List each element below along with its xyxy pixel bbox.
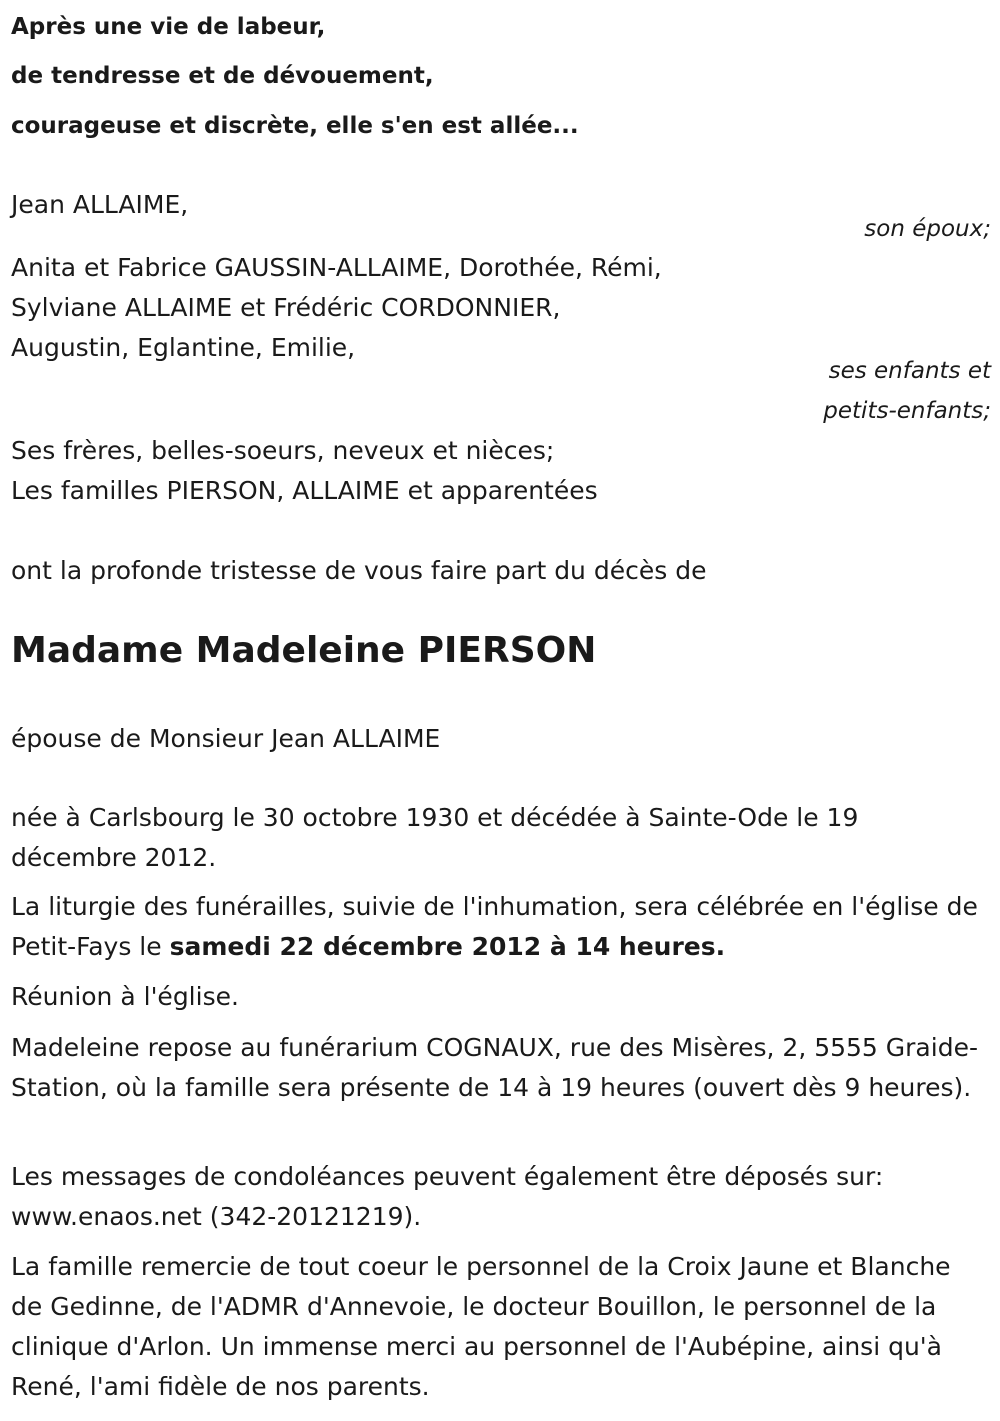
thanks-paragraph: La famille remercie de tout coeur le personnel de la Croix Jaune et Blanche de Gedinne, de l'ADMR d'Annevoie, le docteur Bouillon, le personnel de la clinique d'Arlon. Un immense merci au personnel de l'Aubépine, ainsi qu'à René, l'ami fidèle de nos parents.	[11, 1252, 951, 1401]
spouse-role: son époux;	[864, 216, 991, 242]
intro-line-3: courageuse et discrète, elle s'en est allée...	[11, 113, 579, 139]
birth-death-paragraph: née à Carlsbourg le 30 octobre 1930 et décédée à Sainte-Ode le 19 décembre 2012.	[11, 803, 859, 872]
children-role-line-2: petits-enfants;	[823, 398, 991, 424]
intro-line-2: de tendresse et de dévouement,	[11, 63, 434, 89]
intro-line-1: Après une vie de labeur,	[11, 14, 326, 40]
children-line-2: Sylviane ALLAIME et Frédéric CORDONNIER,	[11, 293, 561, 322]
children-role-line-1: ses enfants et	[828, 358, 991, 384]
siblings-line: Ses frères, belles-soeurs, neveux et nièces;	[11, 436, 555, 465]
meeting-paragraph: Réunion à l'église.	[11, 982, 239, 1011]
families-line: Les familles PIERSON, ALLAIME et apparentées	[11, 476, 598, 505]
deceased-name: Madame Madeleine PIERSON	[11, 630, 597, 671]
children-line-1: Anita et Fabrice GAUSSIN-ALLAIME, Dorothée, Rémi,	[11, 253, 662, 282]
children-line-3: Augustin, Eglantine, Emilie,	[11, 333, 356, 362]
liturgy-paragraph	[11, 887, 986, 967]
liturgy-text: La liturgie des funérailles, suivie de l'inhumation, sera célébrée en l'église de Petit-Fays le	[11, 892, 978, 961]
spouse-name: Jean ALLAIME,	[11, 190, 189, 219]
spouse-of-line: épouse de Monsieur Jean ALLAIME	[11, 724, 441, 753]
condolences-paragraph: Les messages de condoléances peuvent également être déposés sur: www.enaos.net (342-20121219).	[11, 1162, 884, 1231]
announcement-line: ont la profonde tristesse de vous faire part du décès de	[11, 556, 707, 585]
repose-paragraph: Madeleine repose au funérarium COGNAUX, rue des Misères, 2, 5555 Graide-Station, où la famille sera présente de 14 à 19 heures (ouvert dès 9 heures).	[11, 1033, 978, 1102]
liturgy-date: samedi 22 décembre 2012 à 14 heures.	[169, 932, 726, 961]
